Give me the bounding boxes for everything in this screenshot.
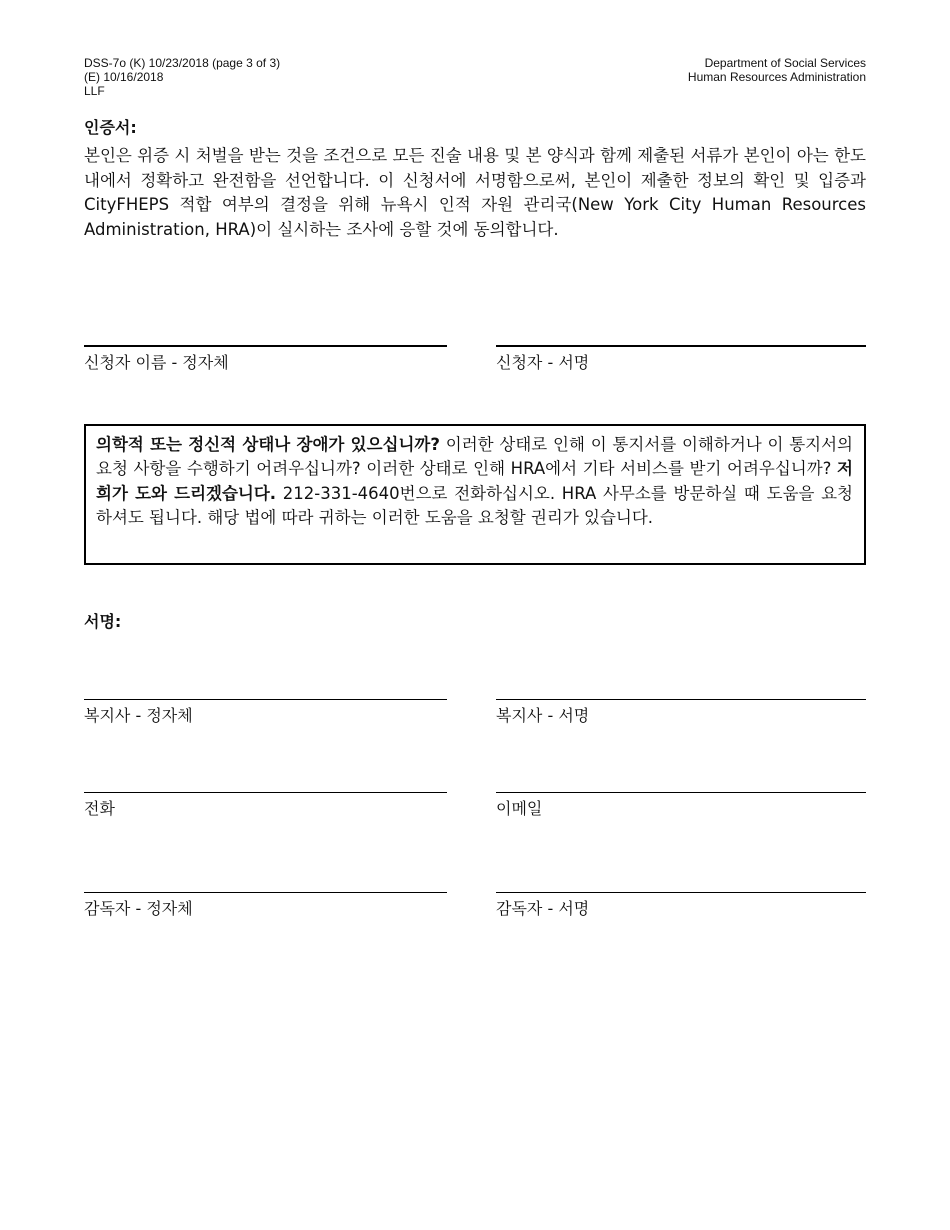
phone-line (84, 792, 447, 793)
form-code: LLF (84, 84, 105, 98)
applicant-name-line (84, 345, 447, 347)
certification-body: 본인은 위증 시 처벌을 받는 것을 조건으로 모든 진술 내용 및 본 양식과 함께 제출된 서류가 본인이 아는 한도 내에서 정확하고 완전함을 선언합니다. 이 신청서에 서명함으로써, 본인이 제출한 정보의 확인 및 입증과 CityFHEPS 적합 여부의 결정을 위해 뉴욕시 인적 자원 관리국(New York City Human Resources Administration, HRA)이 실시하는 조사에 응할 것에 동의합니다. (84, 146, 866, 239)
supervisor-name-field[interactable] (84, 892, 447, 919)
applicant-signature-label: 신청자 - 서명 (496, 353, 590, 372)
department-name: Department of Social Services (704, 56, 866, 70)
form-header-right (688, 56, 866, 84)
supervisor-signature-line (496, 892, 866, 893)
signature-section-title: 서명: (84, 612, 122, 631)
phone-field[interactable] (84, 792, 447, 819)
supervisor-name-line (84, 892, 447, 893)
supervisor-signature-label: 감독자 - 서명 (496, 899, 590, 918)
caseworker-name-line (84, 699, 447, 700)
email-field[interactable] (496, 792, 866, 819)
notice-text-1: 이러한 상태로 인해 이 통지서를 이해하거나 이 통지서의 요청 사항을 수행하기 어려우십니까? 이러한 상태로 인해 HRA에서 기타 서비스를 받기 어려우십니까? (96, 435, 853, 479)
applicant-signature-field[interactable] (496, 345, 866, 373)
notice-help-offer: 저희가 도와 드리겠습니다. (96, 459, 853, 503)
applicant-signature-line (496, 345, 866, 347)
caseworker-signature-label: 복지사 - 서명 (496, 706, 590, 725)
english-version-date: (E) 10/16/2018 (84, 70, 164, 84)
supervisor-signature-field[interactable] (496, 892, 866, 919)
disability-assistance-notice (84, 424, 866, 565)
applicant-name-label: 신청자 이름 - 정자체 (84, 353, 229, 372)
caseworker-signature-line (496, 699, 866, 700)
email-label: 이메일 (496, 799, 543, 818)
form-header-left (84, 56, 280, 98)
email-line (496, 792, 866, 793)
supervisor-name-label: 감독자 - 정자체 (84, 899, 193, 918)
caseworker-signature-field[interactable] (496, 699, 866, 726)
form-id: DSS-7o (K) 10/23/2018 (page 3 of 3) (84, 56, 281, 70)
applicant-name-field[interactable] (84, 345, 447, 373)
caseworker-name-field[interactable] (84, 699, 447, 726)
notice-question: 의학적 또는 정신적 상태나 장애가 있으십니까? (96, 435, 440, 454)
notice-text-2: 212-331-4640번으로 전화하십시오. HRA 사무소를 방문하실 때 도움을 요청하셔도 됩니다. 해당 법에 따라 귀하는 이러한 도움을 요청할 권리가 있습니다. (96, 483, 853, 527)
administration-name: Human Resources Administration (687, 70, 866, 84)
phone-label: 전화 (84, 799, 115, 818)
caseworker-name-label: 복지사 - 정자체 (84, 706, 193, 725)
certification-title: 인증서: (84, 118, 137, 137)
